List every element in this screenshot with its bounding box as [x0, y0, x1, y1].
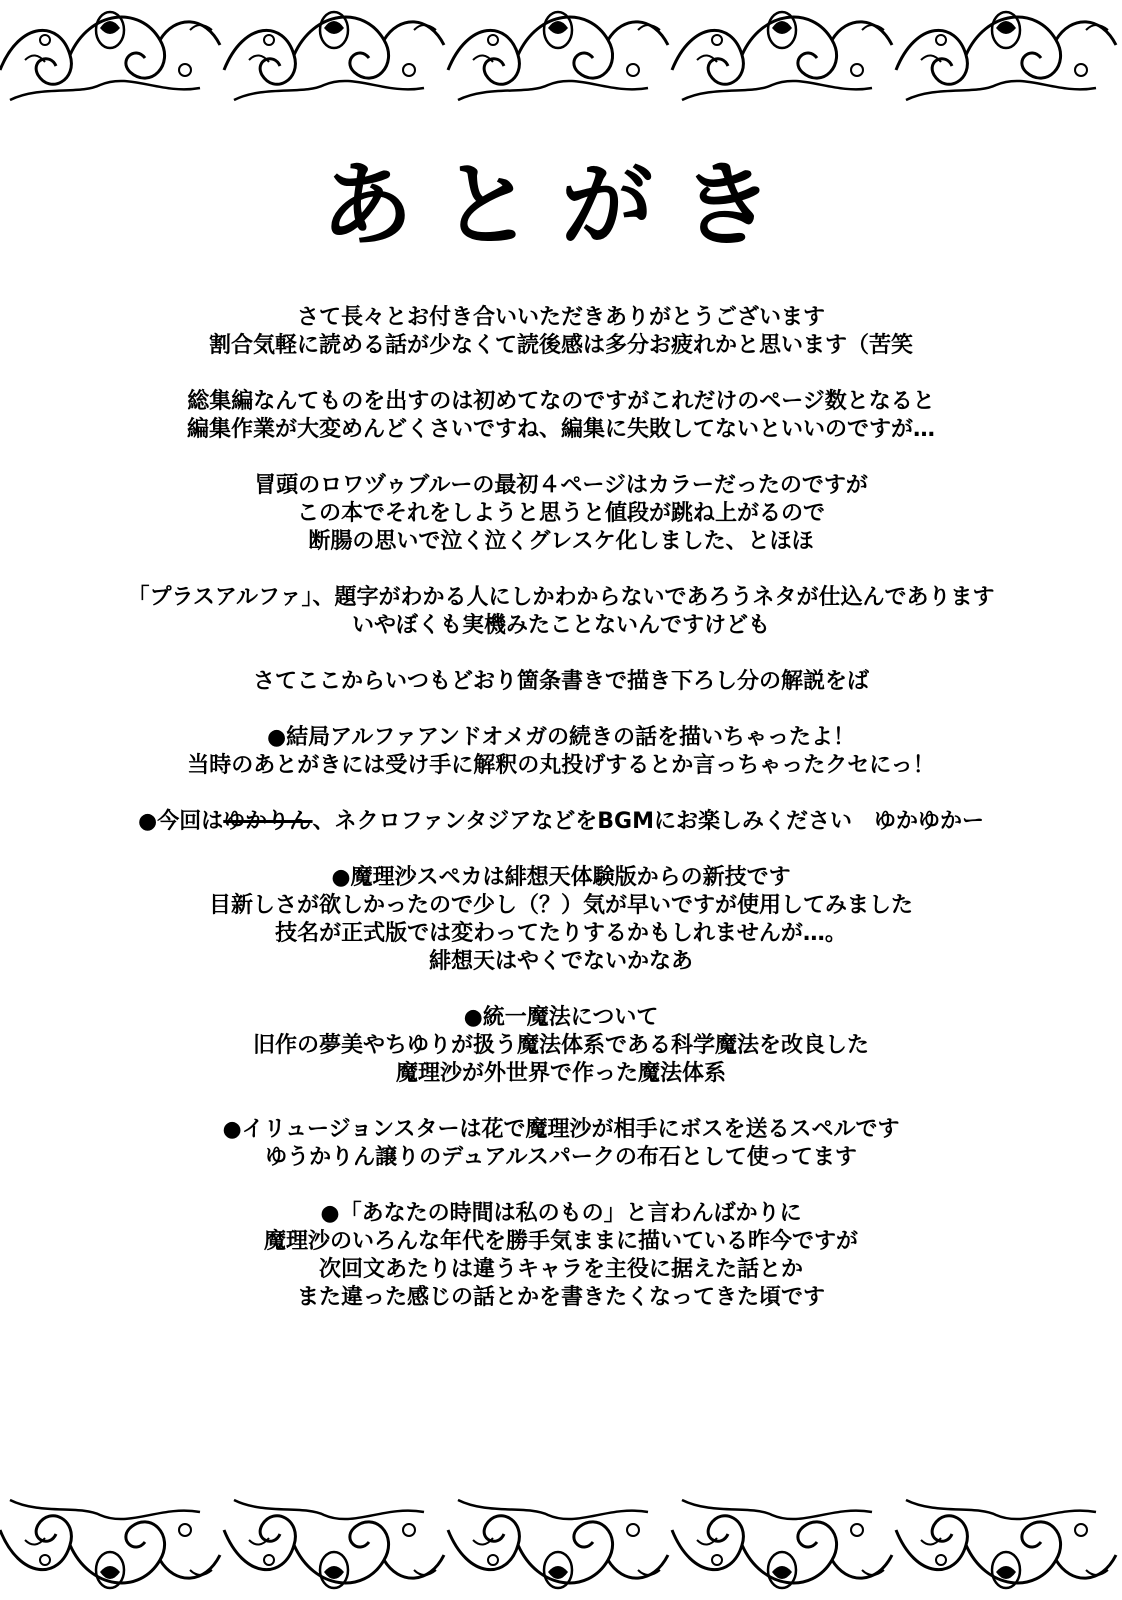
- text-line: さてここからいつもどおり箇条書きで描き下ろし分の解説をば: [252, 669, 869, 694]
- bgm-text: 、ネクロファンタジアなどをBGMにお楽しみください ゆかゆかー: [312, 809, 984, 834]
- text-line: 断腸の思いで泣く泣くグレスケ化しました、とほほ: [308, 529, 814, 554]
- afterword-body: [40, 304, 1082, 1340]
- bgm-text: ●今回は: [138, 809, 224, 834]
- text-line: 技名が正式版では変わってたりするかもしれませんが…。: [275, 921, 847, 946]
- paragraph: [40, 584, 1082, 640]
- text-line: また違った感じの話とかを書きたくなってきた頃です: [296, 1285, 825, 1310]
- text-line: ●イリュージョンスターは花で魔理沙が相手にボスを送るスペルです: [222, 1117, 900, 1142]
- paragraph: [40, 1004, 1082, 1088]
- text-line: 魔理沙が外世界で作った魔法体系: [395, 1061, 726, 1086]
- paragraph: [40, 864, 1082, 976]
- text-line: 次回文あたりは違うキャラを主役に据えた話とか: [318, 1257, 803, 1282]
- paragraph: [40, 472, 1082, 556]
- text-line: ●「あなたの時間は私のもの」と言わんばかりに: [320, 1201, 802, 1226]
- text-line: 編集作業が大変めんどくさいですね、編集に失敗してないといいのですが…: [186, 417, 935, 442]
- text-line: 総集編なんてものを出すのは初めてなのですがこれだけのページ数となると: [187, 389, 935, 414]
- text-line: さて長々とお付き合いいただきありがとうございます: [296, 305, 825, 330]
- paragraph: [40, 668, 1082, 696]
- text-line: 緋想天はやくでないかなあ: [428, 949, 693, 974]
- text-line: ●結局アルファアンドオメガの続きの話を描いちゃったよ！: [266, 725, 856, 750]
- text-line: ●統一魔法について: [463, 1005, 659, 1030]
- text-line: ●魔理沙スペカは緋想天体験版からの新技です: [331, 865, 791, 890]
- paragraph: [40, 388, 1082, 444]
- ornamental-border-top: [0, 0, 1122, 110]
- bgm-line: [40, 808, 1082, 836]
- text-line: この本でそれをしようと思うと値段が跳ね上がるので: [296, 501, 825, 526]
- paragraph: [40, 724, 1082, 780]
- text-line: 「プラスアルファ」、題字がわかる人にしかわからないであろうネタが仕込んであります: [127, 585, 995, 610]
- text-line: 当時のあとがきには受け手に解釈の丸投げするとか言っちゃったクセにっ！: [187, 753, 935, 778]
- paragraph: [40, 304, 1082, 360]
- paragraph: [40, 1116, 1082, 1172]
- text-line: 割合気軽に読める話が少なくて読後感は多分お疲れかと思います（苦笑: [208, 333, 913, 358]
- ornamental-border-bottom: [0, 1490, 1122, 1600]
- text-line: 魔理沙のいろんな年代を勝手気ままに描いている昨今ですが: [263, 1229, 858, 1254]
- text-line: ゆうかりん譲りのデュアルスパークの布石として使ってます: [265, 1145, 857, 1170]
- text-line: 旧作の夢美やちゆりが扱う魔法体系である科学魔法を改良した: [252, 1033, 869, 1058]
- struck-text: ゆかりん: [223, 809, 313, 834]
- paragraph: [40, 1200, 1082, 1312]
- text-line: 目新しさが欲しかったので少し（？）気が早いですが使用してみました: [208, 893, 913, 918]
- paragraph: [40, 808, 1082, 836]
- page-title: あとがき: [320, 151, 801, 259]
- text-line: 冒頭のロワヅゥブルーの最初４ページはカラーだったのですが: [254, 473, 868, 498]
- text-line: いやぼくも実機みたことないんですけども: [351, 613, 770, 638]
